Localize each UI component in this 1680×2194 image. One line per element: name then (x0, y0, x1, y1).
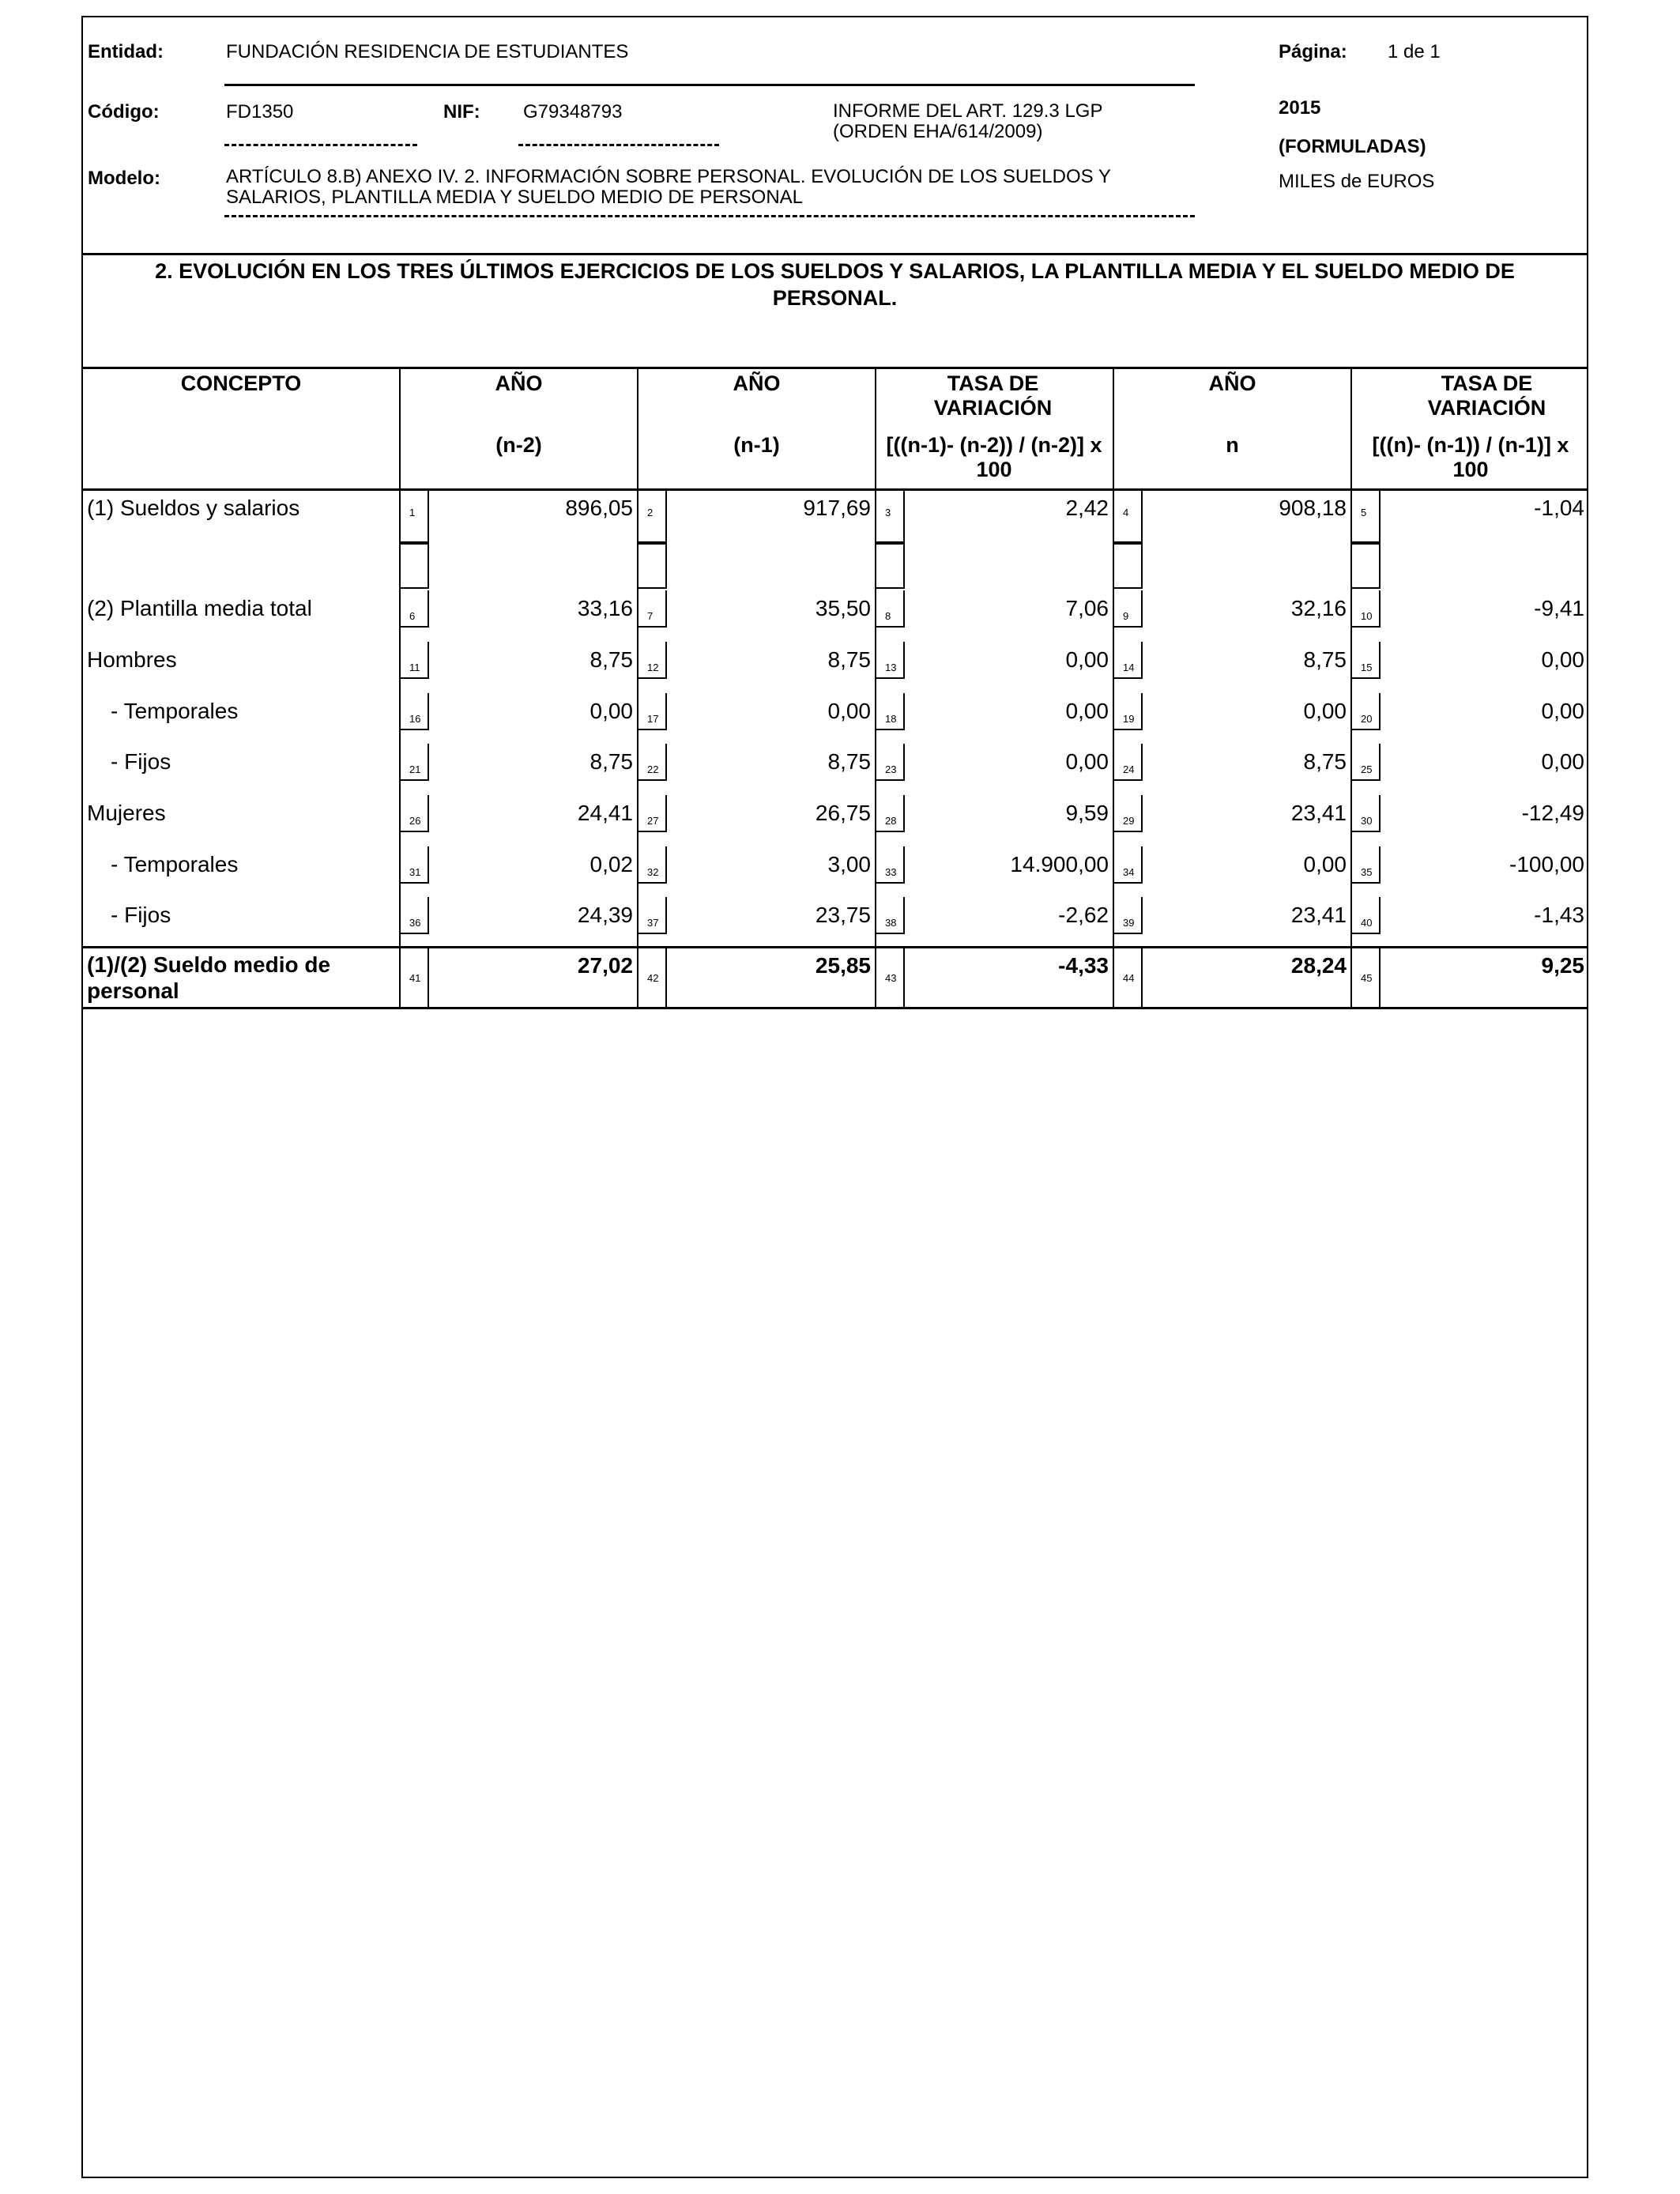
row-label: - Fijos (111, 749, 171, 774)
cell-number: 11 (409, 662, 420, 673)
cell-number: 14 (1123, 662, 1135, 673)
col-header-tasa-1: TASA DE VARIACIÓN (933, 371, 1053, 420)
cell-value: 9,59 (1065, 801, 1109, 825)
cell-value: 24,39 (577, 903, 633, 927)
cell-number: 37 (647, 917, 659, 929)
pagina-value: 1 de 1 (1388, 41, 1441, 62)
cell-value: 32,16 (1290, 596, 1347, 620)
cell-number: 29 (1123, 815, 1135, 827)
row-label-total: (1)/(2) Sueldo medio de personal (87, 952, 331, 1003)
cell-number: 32 (647, 866, 659, 878)
cell-number: 44 (1123, 972, 1135, 984)
codigo-underline (224, 144, 417, 146)
cell-number: 8 (885, 610, 891, 622)
units-label: MILES de EUROS (1279, 171, 1435, 192)
codigo-value: FD1350 (226, 101, 294, 123)
cell-value: 0,00 (1065, 749, 1109, 774)
empty-box (1350, 543, 1381, 589)
cell-number: 17 (647, 713, 659, 725)
cell-value: 23,41 (1290, 801, 1347, 825)
cell-value: -4,33 (1058, 953, 1109, 978)
cell-number: 23 (885, 763, 897, 775)
cell-value: -12,49 (1521, 801, 1584, 825)
cell-number: 30 (1361, 815, 1373, 827)
informe-line2: (ORDEN EHA/614/2009) (833, 121, 1043, 142)
formuladas-label: (FORMULADAS) (1279, 136, 1426, 157)
informe-line1: INFORME DEL ART. 129.3 LGP (833, 100, 1103, 122)
cell-number: 2 (647, 507, 654, 518)
cell-number: 13 (885, 662, 897, 673)
nif-underline (518, 144, 719, 146)
cell-value: 26,75 (815, 801, 871, 825)
row-label: - Fijos (111, 903, 171, 927)
cell-number: 24 (1123, 763, 1135, 775)
row-label: Mujeres (87, 801, 166, 825)
col-header-tasa-2: TASA DE VARIACIÓN (1427, 371, 1546, 420)
header-underline (224, 84, 1195, 86)
page-frame (81, 16, 1588, 2178)
cell-number: 38 (885, 917, 897, 929)
cell-value: -2,62 (1058, 903, 1109, 927)
cell-value: -9,41 (1534, 596, 1584, 620)
modelo-line2: SALARIOS, PLANTILLA MEDIA Y SUELDO MEDIO DE PERSONAL (226, 187, 804, 208)
col-header-anio-n1: AÑO (733, 371, 781, 395)
col-subheader-n1: (n-1) (733, 433, 780, 457)
cell-value: 14.900,00 (1010, 852, 1109, 876)
cell-value: -1,04 (1534, 496, 1584, 520)
cell-number: 42 (647, 972, 659, 984)
cell-number: 25 (1361, 763, 1373, 775)
cell-value: 0,00 (1065, 699, 1109, 723)
col-header-concepto: CONCEPTO (180, 371, 302, 395)
codigo-label: Código: (88, 101, 160, 123)
cell-value: 25,85 (815, 953, 871, 978)
cell-number: 19 (1123, 713, 1135, 725)
cell-value: 0,00 (1541, 749, 1584, 774)
cell-number: 12 (647, 662, 659, 673)
row-label: - Temporales (111, 852, 239, 876)
cell-value: 0,00 (590, 699, 633, 723)
cell-number: 15 (1361, 662, 1373, 673)
nif-label: NIF: (443, 101, 480, 123)
col-subheader-tasa-1: [((n-1)- (n-2)) / (n-2)] x 100 (886, 433, 1102, 481)
cell-value: 2,42 (1065, 496, 1109, 520)
empty-box (637, 543, 667, 589)
entidad-label: Entidad: (88, 41, 164, 62)
cell-number: 28 (885, 815, 897, 827)
row-label: - Temporales (111, 699, 239, 723)
cell-value: 0,00 (1303, 852, 1347, 876)
cell-number: 41 (409, 972, 421, 984)
cell-number: 18 (885, 713, 897, 725)
cell-value: 0,02 (590, 852, 633, 876)
empty-box (875, 543, 905, 589)
cell-number: 20 (1361, 713, 1373, 725)
cell-value: -100,00 (1509, 852, 1584, 876)
row-label: (1) Sueldos y salarios (87, 496, 300, 520)
col-header-anio-n2: AÑO (495, 371, 543, 395)
cell-value: 8,75 (827, 749, 871, 774)
entidad-value: FUNDACIÓN RESIDENCIA DE ESTUDIANTES (226, 41, 629, 62)
cell-number: 34 (1123, 866, 1135, 878)
cell-value: 7,06 (1065, 596, 1109, 620)
cell-value: 917,69 (803, 496, 871, 520)
cell-value: 0,00 (1303, 699, 1347, 723)
cell-number: 7 (647, 610, 654, 622)
empty-box (1113, 543, 1143, 589)
cell-number: 6 (409, 610, 416, 622)
cell-value: 8,75 (1303, 749, 1347, 774)
cell-number: 33 (885, 866, 897, 878)
pagina-label: Página: (1279, 41, 1347, 62)
col-subheader-tasa-2: [((n)- (n-1)) / (n-1)] x 100 (1372, 433, 1569, 481)
cell-value: 908,18 (1279, 496, 1347, 520)
row-label: Hombres (87, 647, 177, 672)
cell-value: 0,00 (1541, 647, 1584, 672)
row-label: (2) Plantilla media total (87, 596, 312, 620)
cell-number: 40 (1361, 917, 1373, 929)
cell-value: 3,00 (827, 852, 871, 876)
cell-value: 33,16 (577, 596, 633, 620)
col-subheader-n2: (n-2) (495, 433, 542, 457)
col-header-anio-n: AÑO (1208, 371, 1256, 395)
cell-value: 28,24 (1290, 953, 1347, 978)
cell-value: 27,02 (577, 953, 633, 978)
cell-value: 24,41 (577, 801, 633, 825)
year-value: 2015 (1279, 97, 1321, 119)
cell-value: 23,75 (815, 903, 871, 927)
modelo-label: Modelo: (88, 168, 160, 189)
cell-number: 16 (409, 713, 421, 725)
cell-number: 3 (885, 507, 891, 518)
modelo-underline (224, 215, 1195, 217)
table-bottom-line (81, 1007, 1588, 1009)
cell-number: 27 (647, 815, 659, 827)
cell-value: 9,25 (1541, 953, 1584, 978)
cell-value: 0,00 (827, 699, 871, 723)
section-title: 2. EVOLUCIÓN EN LOS TRES ÚLTIMOS EJERCICIOS DE LOS SUELDOS Y SALARIOS, LA PLANTILLA MEDIA Y EL SUELDO MEDIO DE PERSONAL. (155, 259, 1515, 310)
cell-number: 43 (885, 972, 897, 984)
cell-value: 8,75 (1303, 647, 1347, 672)
cell-number: 26 (409, 815, 421, 827)
section-divider-top (81, 253, 1588, 255)
cell-value: 896,05 (565, 496, 633, 520)
nif-value: G79348793 (523, 101, 623, 123)
modelo-line1: ARTÍCULO 8.B) ANEXO IV. 2. INFORMACIÓN SOBRE PERSONAL. EVOLUCIÓN DE LOS SUELDOS Y (226, 166, 1111, 187)
cell-value: 0,00 (1541, 699, 1584, 723)
cell-value: 8,75 (590, 749, 633, 774)
empty-box (399, 543, 429, 589)
cell-number: 4 (1123, 507, 1129, 518)
cell-number: 21 (409, 763, 421, 775)
cell-value: 8,75 (827, 647, 871, 672)
cell-number: 1 (409, 507, 416, 518)
cell-number: 36 (409, 917, 421, 929)
cell-number: 39 (1123, 917, 1135, 929)
cell-number: 10 (1361, 610, 1373, 622)
col-subheader-n: n (1226, 433, 1239, 457)
table-top-line (81, 367, 1588, 369)
cell-value: 8,75 (590, 647, 633, 672)
cell-number: 5 (1361, 507, 1367, 518)
cell-value: 35,50 (815, 596, 871, 620)
cell-number: 45 (1361, 972, 1373, 984)
cell-number: 31 (409, 866, 421, 878)
cell-number: 9 (1123, 610, 1129, 622)
cell-value: 0,00 (1065, 647, 1109, 672)
cell-number: 35 (1361, 866, 1373, 878)
cell-number: 22 (647, 763, 659, 775)
cell-value: -1,43 (1534, 903, 1584, 927)
cell-value: 23,41 (1290, 903, 1347, 927)
